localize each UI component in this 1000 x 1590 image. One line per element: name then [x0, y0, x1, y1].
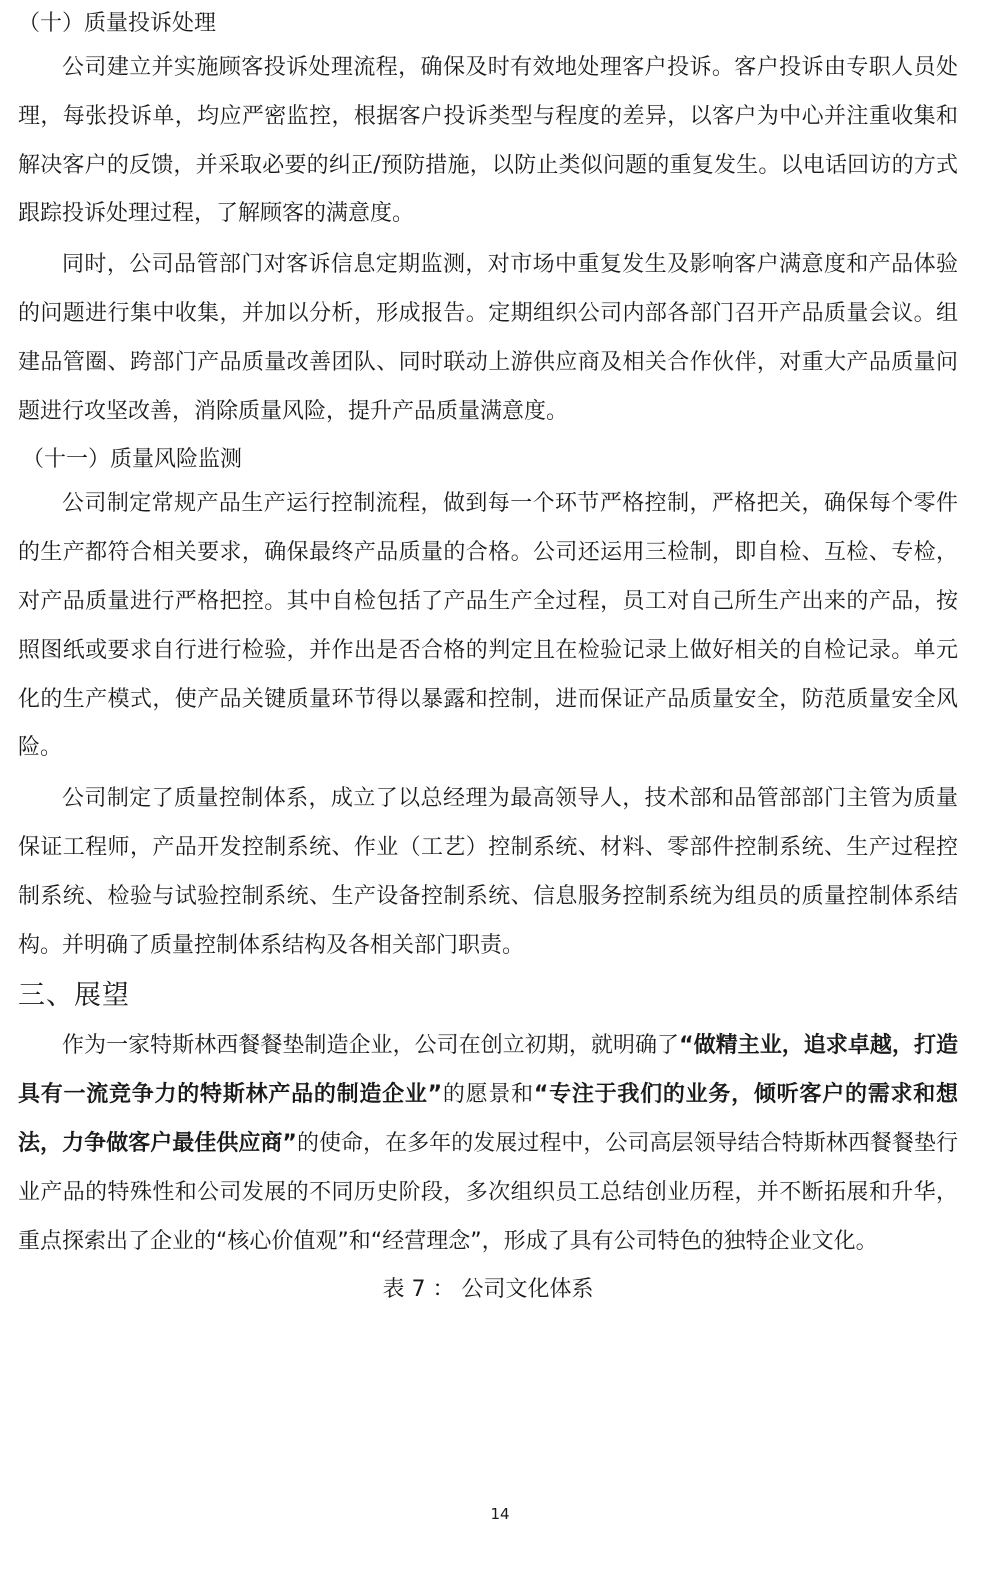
section-11-heading: （十一）质量风险监测 — [22, 447, 243, 473]
section-11-paragraph-1: 公司制定常规产品生产运行控制流程，做到每一个环节严格控制，严格把关，确保每个零件的生产都符合相关要求，确保最终产品质量的合格。公司还运用三检制，即自检、互检、专检，对产品质量进行严格把控。其中自检包括了产品生产全过程，员工对自己所生产出来的产品，按照图纸或要求自行进行检验，并作出是否合格的判定且在检验记录上做好相关的自检记录。单元化的生产模式，使产品关键质量环节得以暴露和控制，进而保证产品质量安全，防范质量安全风险。 — [18, 491, 958, 761]
outlook-text-part-1: 作为一家特斯林西餐餐垫制造企业，公司在创立初期，就明确了 — [62, 1033, 680, 1059]
outlook-text-part-2: 的愿景和 — [442, 1082, 534, 1108]
page-number: 14 — [490, 1505, 510, 1523]
page-content — [18, 4, 958, 1312]
outlook-text-part-3: 的使命，在多年的发展过程中，公司高层领导结合特斯林西餐餐垫行业产品的特殊性和公司发展的不同历史阶段，多次组织员工总结创业历程，并不断拓展和升华，重点探索出了企业的“核心价值观”和“经营理念”，形成了具有公司特色的独特企业文化。 — [18, 1130, 958, 1254]
table-caption: 表 7 ： 公司文化体系 — [382, 1277, 594, 1303]
section-3-heading: 三、展望 — [18, 980, 130, 1012]
vision-statement: “做精主业，追求卓越，打造具有一流竞争力的特斯林产品的制造企业” — [18, 1033, 958, 1108]
section-3-paragraph — [18, 1022, 958, 1266]
section-11-paragraph-2: 公司制定了质量控制体系，成立了以总经理为最高领导人，技术部和品管部部门主管为质量保证工程师，产品开发控制系统、作业（工艺）控制系统、材料、零部件控制系统、生产过程控制系统、检验与试验控制系统、生产设备控制系统、信息服务控制系统为组员的质量控制体系结构。并明确了质量控制体系结构及各相关部门职责。 — [18, 786, 958, 958]
section-10-paragraph-1: 公司建立并实施顾客投诉处理流程，确保及时有效地处理客户投诉。客户投诉由专职人员处理，每张投诉单，均应严密监控，根据客户投诉类型与程度的差异，以客户为中心并注重收集和解决客户的反馈，并采取必要的纠正/预防措施，以防止类似问题的重复发生。以电话回访的方式跟踪投诉处理过程，了解顾客的满意度。 — [18, 55, 958, 227]
mission-statement: “专注于我们的业务，倾听客户的需求和想法，力争做客户最佳供应商” — [18, 1082, 958, 1156]
section-10-heading: （十）质量投诉处理 — [18, 11, 217, 36]
section-10-paragraph-2: 同时，公司品管部门对客诉信息定期监测，对市场中重复发生及影响客户满意度和产品体验的问题进行集中收集，并加以分析，形成报告。定期组织公司内部各部门召开产品质量会议。组建品管圈、跨部门产品质量改善团队、同时联动上游供应商及相关合作伙伴，对重大产品质量问题进行攻坚改善，消除质量风险，提升产品质量满意度。 — [18, 252, 958, 424]
